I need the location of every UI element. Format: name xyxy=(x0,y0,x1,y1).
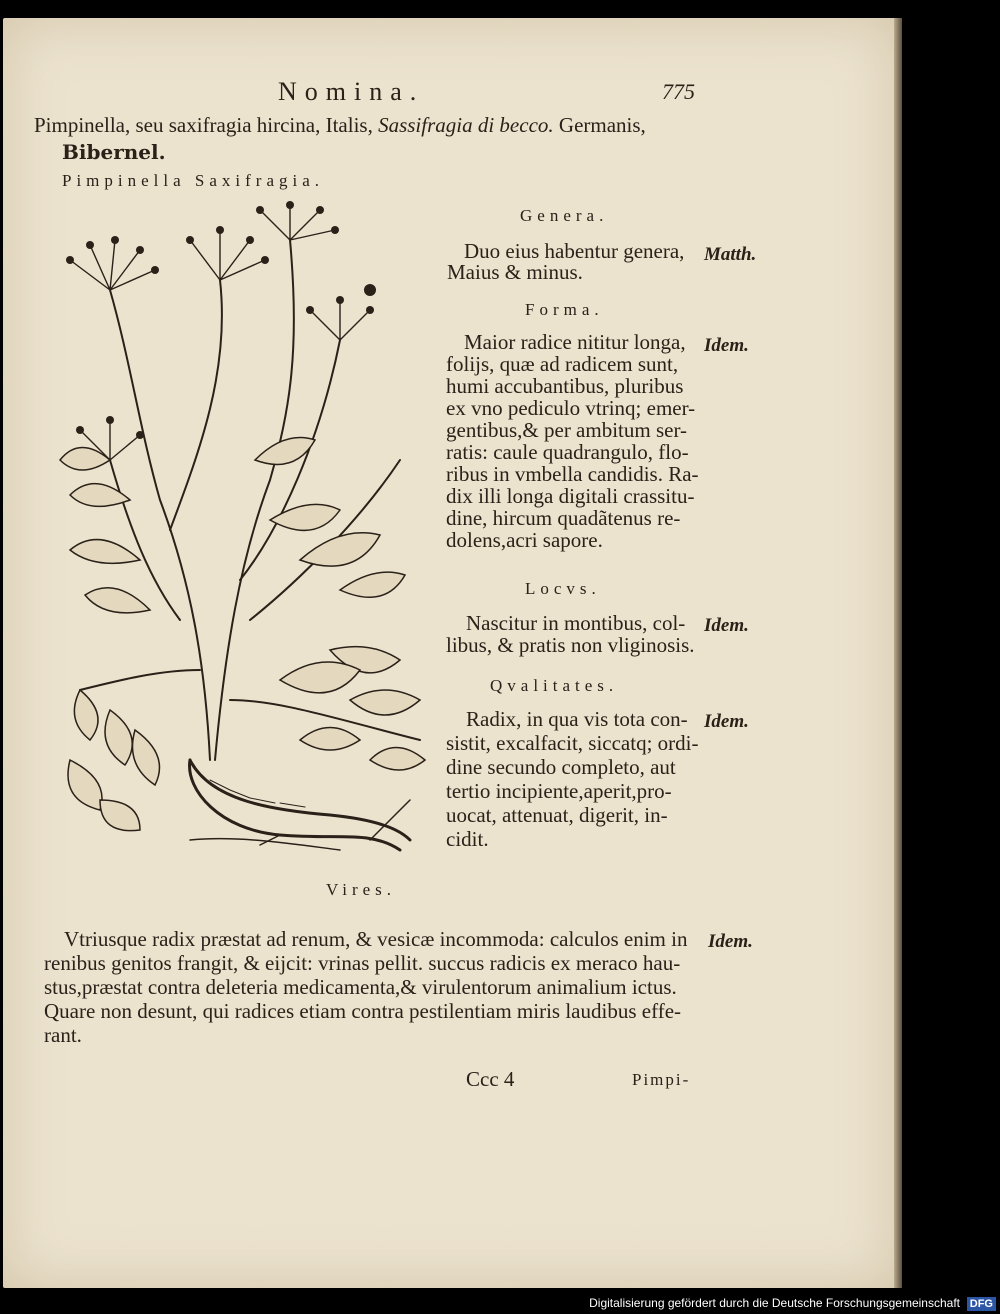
nomina-german: Bibernel. xyxy=(62,140,166,164)
qualitates-line-2: sistit, excalfacit, siccatq; ordi- xyxy=(446,731,699,755)
funding-credit: Digitalisierung gefördert durch die Deutsche Forschungsgemeinschaft xyxy=(589,1296,960,1310)
nomina-line-1 xyxy=(34,114,646,137)
vires-line-1: Vtriusque radix præstat ad renum, & vesicæ incommoda: calculos enim in xyxy=(64,927,688,951)
locus-line-1: Nascitur in montibus, col- xyxy=(466,611,686,635)
qualitates-margin-note: Idem. xyxy=(704,711,749,732)
forma-margin-note: Idem. xyxy=(704,335,749,356)
forma-line-7: ribus in vmbella candidis. Ra- xyxy=(446,462,699,486)
dfg-logo: DFG xyxy=(967,1297,996,1311)
forma-line-1: Maior radice nititur longa, xyxy=(464,330,686,354)
forma-line-4: ex vno pediculo vtrinq; emer- xyxy=(446,396,696,420)
forma-line-2: folijs, quæ ad radicem sunt, xyxy=(446,352,679,376)
genera-line-2: Maius & minus. xyxy=(447,260,583,284)
genera-heading: Genera. xyxy=(520,206,609,225)
locus-line-2: libus, & pratis non vliginosis. xyxy=(446,633,695,657)
locus-margin-note: Idem. xyxy=(704,615,749,636)
genera-margin-note: Matth. xyxy=(704,244,757,265)
forma-heading: Forma. xyxy=(525,300,604,319)
page-number: 775 xyxy=(662,79,695,104)
catchword: Pimpi- xyxy=(632,1070,691,1089)
forma-line-9: dine, hircum quadãtenus re- xyxy=(446,506,681,530)
forma-line-5: gentibus,& per ambitum ser- xyxy=(446,418,688,442)
qualitates-heading: Qvalitates. xyxy=(490,676,619,695)
qualitates-line-3: dine secundo completo, aut xyxy=(446,755,676,779)
vires-line-4: Quare non desunt, qui radices etiam contra pestilentiam miris laudibus effe- xyxy=(44,999,682,1023)
vires-margin-note: Idem. xyxy=(708,931,753,952)
vires-line-3: stus,præstat contra deleteria medicamenta,& virulentorum animalium ictus. xyxy=(44,975,677,999)
qualitates-line-6: cidit. xyxy=(446,827,489,851)
forma-line-8: dix illi longa digitali crassitu- xyxy=(446,484,695,508)
nomina-italian: Sassifragia di becco. xyxy=(378,113,554,137)
signature-mark: Ccc 4 xyxy=(466,1067,515,1091)
vires-line-5: rant. xyxy=(44,1023,82,1047)
running-head: Nomina. xyxy=(278,77,425,106)
qualitates-line-4: tertio incipiente,aperit,pro- xyxy=(446,779,672,803)
qualitates-line-1: Radix, in qua vis tota con- xyxy=(466,707,688,731)
vires-line-2: renibus genitos frangit, & eijcit: vrinas pellit. succus radicis ex meraco hau- xyxy=(44,951,681,975)
nomina-text-a: Pimpinella, seu saxifragia hircina, Italis, xyxy=(34,113,373,137)
figure-caption: Pimpinella Saxifragia. xyxy=(62,171,325,190)
qualitates-line-5: uocat, attenuat, digerit, in- xyxy=(446,803,668,827)
forma-line-10: dolens,acri sapore. xyxy=(446,528,603,552)
genera-line-1: Duo eius habentur genera, xyxy=(464,239,685,263)
forma-line-3: humi accubantibus, pluribus xyxy=(446,374,684,398)
plant-woodcut-illustration xyxy=(40,200,440,860)
page-edge xyxy=(894,18,902,1288)
locus-heading: Locvs. xyxy=(525,579,601,598)
nomina-text-b: Germanis, xyxy=(558,113,646,137)
forma-line-6: ratis: caule quadrangulo, flo- xyxy=(446,440,689,464)
vires-heading: Vires. xyxy=(326,880,397,899)
